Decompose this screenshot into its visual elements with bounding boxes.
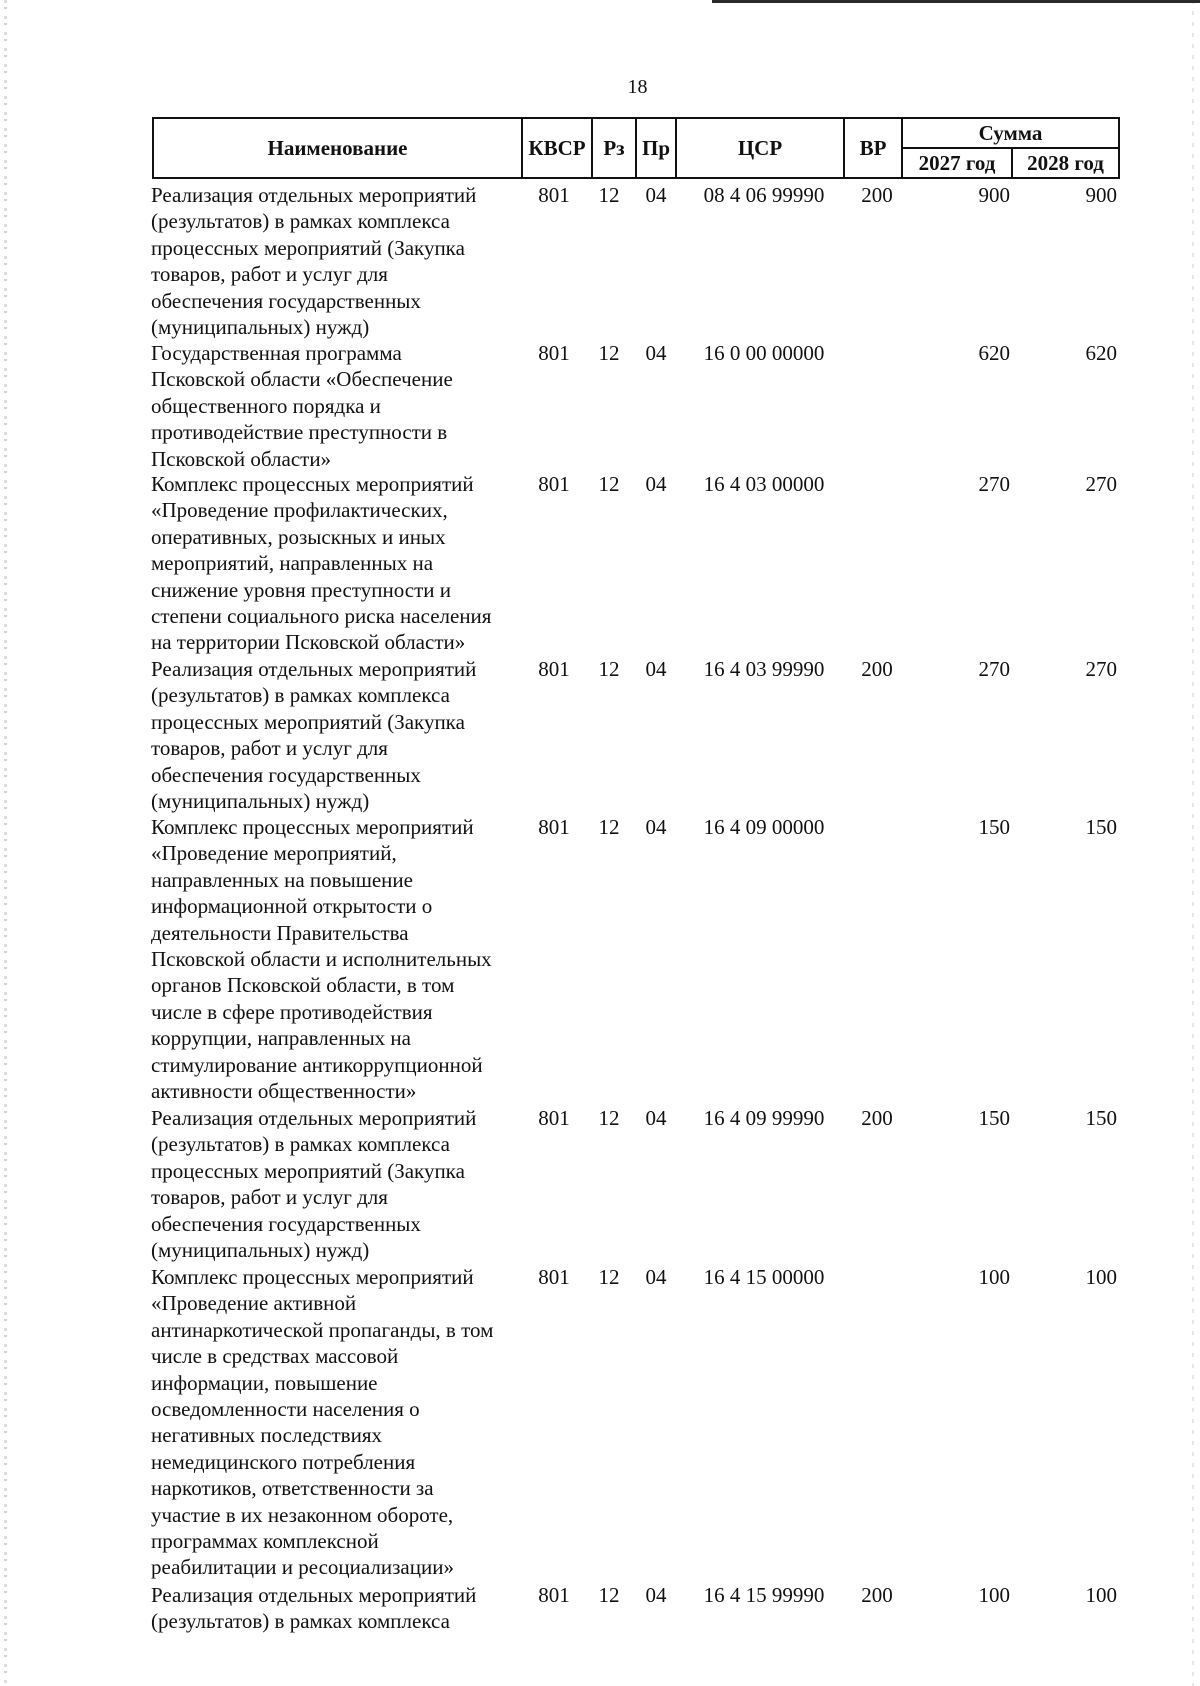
row-sum-2027: 100: [978, 1583, 1010, 1607]
row-pr: 04: [645, 1106, 667, 1130]
row-name: Комплекс процессных мероприятий «Проведение активной антинаркотической пропаганды, в том числе в средствах массовой информации, повышение осведомленности населения о негативных последствиях немедицинского потребления наркотиков, ответственности за участие в их незаконном обороте, программах комплексной реабилитации и ресоциализации»: [151, 1265, 494, 1580]
row-pr: 04: [645, 1265, 667, 1289]
row-kvsr: 801: [538, 815, 570, 839]
row-kvsr: 801: [538, 472, 570, 496]
row-vr: 200: [861, 1583, 893, 1607]
row-rz: 12: [598, 1106, 620, 1130]
row-sum-2028: 100: [1085, 1583, 1117, 1607]
row-csr: 16 4 09 00000: [703, 815, 825, 839]
row-sum-2027: 900: [978, 183, 1010, 207]
row-pr: 04: [645, 657, 667, 681]
row-sum-2027: 100: [978, 1265, 1010, 1289]
row-csr: 16 4 15 99990: [703, 1583, 825, 1607]
row-csr: 16 0 00 00000: [703, 341, 825, 365]
row-csr: 16 4 03 00000: [703, 472, 825, 496]
row-sum-2027: 150: [978, 815, 1010, 839]
row-sum-2027: 620: [978, 341, 1010, 365]
row-csr: 16 4 15 00000: [703, 1265, 825, 1289]
row-kvsr: 801: [538, 657, 570, 681]
row-kvsr: 801: [538, 341, 570, 365]
row-sum-2028: 270: [1085, 657, 1117, 681]
row-rz: 12: [598, 183, 620, 207]
row-name: Государственная программа Псковской области «Обеспечение общественного порядка и противодействие преступности в Псковской области»: [151, 341, 453, 471]
header-csr: ЦСР: [676, 118, 844, 178]
row-sum-2028: 900: [1085, 183, 1117, 207]
row-vr: 200: [861, 657, 893, 681]
page-number: 18: [627, 76, 648, 98]
row-rz: 12: [598, 1265, 620, 1289]
row-vr: 200: [861, 183, 893, 207]
row-sum-2028: 270: [1085, 472, 1117, 496]
row-rz: 12: [598, 815, 620, 839]
row-rz: 12: [598, 341, 620, 365]
header-pr: Пр: [636, 118, 676, 178]
row-name: Реализация отдельных мероприятий (результатов) в рамках комплекса процессных мероприятий (Закупка товаров, работ и услуг для обеспечения государственных (муниципальных) нужд): [151, 657, 477, 814]
header-rz: Рз: [592, 118, 636, 178]
row-rz: 12: [598, 657, 620, 681]
row-csr: 16 4 03 99990: [703, 657, 825, 681]
row-pr: 04: [645, 341, 667, 365]
row-name: Комплекс процессных мероприятий «Проведение профилактических, оперативных, розыскных и иных мероприятий, направленных на снижение уровня преступности и степени социального риска населения на территории Псковской области»: [151, 472, 492, 655]
row-sum-2028: 150: [1085, 815, 1117, 839]
row-name: Реализация отдельных мероприятий (результатов) в рамках комплекса процессных мероприятий (Закупка товаров, работ и услуг для обеспечения государственных (муниципальных) нужд): [151, 1106, 477, 1263]
row-vr: 200: [861, 1106, 893, 1130]
header-kvsr: КВСР: [522, 118, 592, 178]
row-name: Реализация отдельных мероприятий (результатов) в рамках комплекса процессных мероприятий (Закупка товаров, работ и услуг для обеспечения государственных (муниципальных) нужд): [151, 183, 477, 340]
row-kvsr: 801: [538, 183, 570, 207]
row-kvsr: 801: [538, 1106, 570, 1130]
row-name: Комплекс процессных мероприятий «Проведение мероприятий, направленных на повышение информационной открытости о деятельности Правительства Псковской области и исполнительных органов Псковской области, в том числе в сфере противодействия коррупции, направленных на стимулирование антикоррупционной активности общественности»: [151, 815, 492, 1104]
row-rz: 12: [598, 472, 620, 496]
row-pr: 04: [645, 815, 667, 839]
row-sum-2027: 270: [978, 472, 1010, 496]
row-kvsr: 801: [538, 1583, 570, 1607]
row-sum-2028: 150: [1085, 1106, 1117, 1130]
header-sum: Сумма: [902, 118, 1119, 148]
row-rz: 12: [598, 1583, 620, 1607]
header-vr: ВР: [844, 118, 902, 178]
row-sum-2027: 270: [978, 657, 1010, 681]
row-csr: 08 4 06 99990: [703, 183, 825, 207]
header-year-2027: 2027 год: [902, 148, 1012, 178]
header-year-2028: 2028 год: [1012, 148, 1119, 178]
row-sum-2027: 150: [978, 1106, 1010, 1130]
row-kvsr: 801: [538, 1265, 570, 1289]
row-pr: 04: [645, 183, 667, 207]
row-sum-2028: 100: [1085, 1265, 1117, 1289]
row-name: Реализация отдельных мероприятий (результатов) в рамках комплекса: [151, 1583, 477, 1634]
row-pr: 04: [645, 1583, 667, 1607]
header-name: Наименование: [153, 118, 522, 178]
row-csr: 16 4 09 99990: [703, 1106, 825, 1130]
row-pr: 04: [645, 472, 667, 496]
row-sum-2028: 620: [1085, 341, 1117, 365]
